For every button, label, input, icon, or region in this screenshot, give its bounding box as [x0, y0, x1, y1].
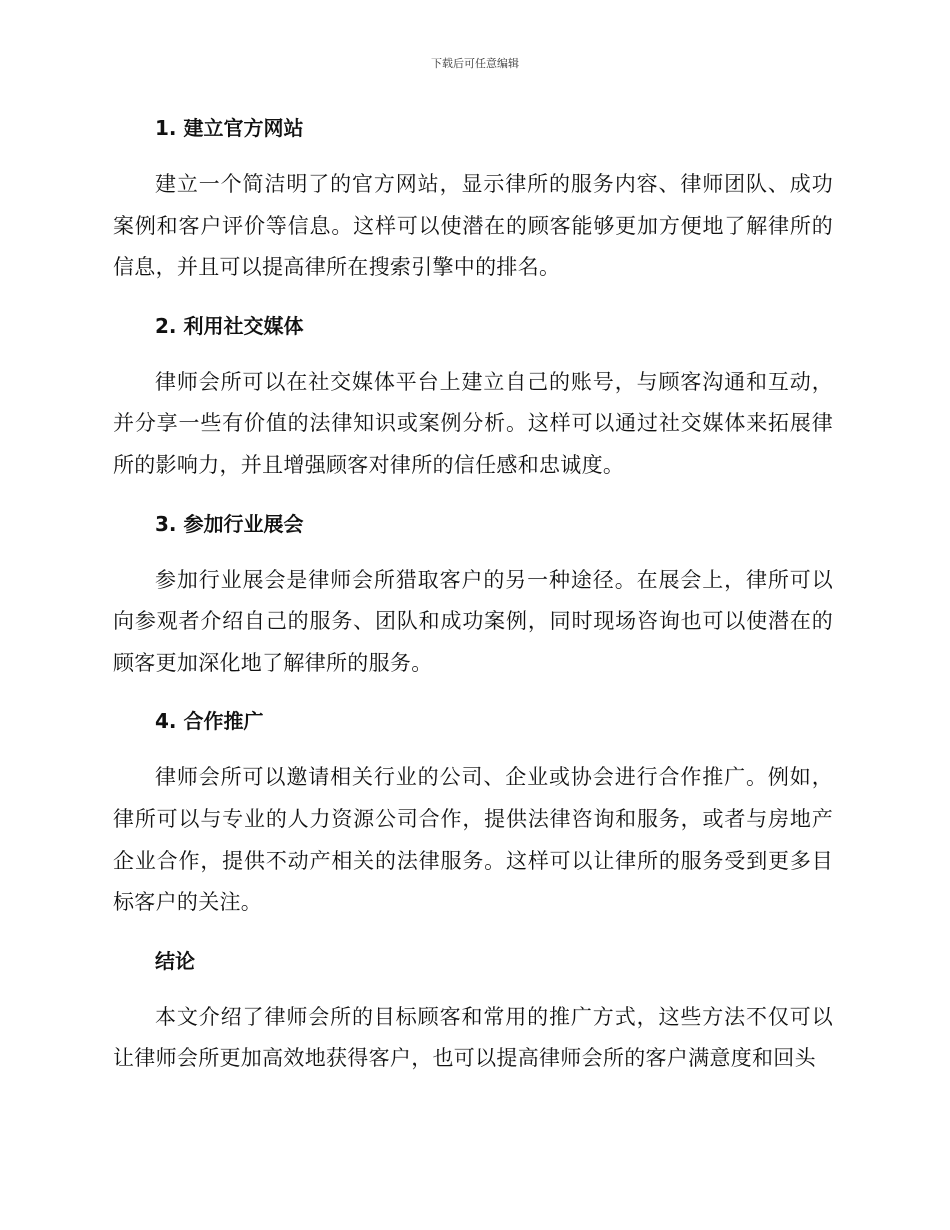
section-heading-social-media: 2. 利用社交媒体 — [155, 313, 304, 338]
document-body — [113, 112, 833, 1101]
section-body-conclusion: 本文介绍了律师会所的目标顾客和常用的推广方式，这些方法不仅可以让律师会所更加高效地获得客户，也可以提高律师会所的客户满意度和回头 — [113, 1004, 833, 1071]
section-heading-cooperation: 4. 合作推广 — [155, 709, 264, 734]
section-body-website: 建立一个简洁明了的官方网站，显示律所的服务内容、律师团队、成功案例和客户评价等信息。这样可以使潜在的顾客能够更加方便地了解律所的信息，并且可以提高律所在搜索引擎中的排名。 — [113, 172, 833, 280]
page-header: 下载后可任意编辑 — [431, 57, 519, 70]
section-body-social-media: 律师会所可以在社交媒体平台上建立自己的账号，与顾客沟通和互动，并分享一些有价值的法律知识或案例分析。这样可以通过社交媒体来拓展律所的影响力，并且增强顾客对律所的信任感和忠诚度。 — [113, 369, 833, 477]
section-heading-trade-show: 3. 参加行业展会 — [155, 511, 304, 536]
section-heading-website: 1. 建立官方网站 — [155, 116, 304, 140]
section-body-cooperation: 律师会所可以邀请相关行业的公司、企业或协会进行合作推广。例如，律所可以与专业的人力资源公司合作，提供法律咨询和服务，或者与房地产企业合作，提供不动产相关的法律服务。这样可以让律所的服务受到更多目标客户的关注。 — [113, 765, 833, 915]
section-heading-conclusion: 结论 — [155, 948, 195, 973]
section-body-trade-show: 参加行业展会是律师会所猎取客户的另一种途径。在展会上，律所可以向参观者介绍自己的服务、团队和成功案例，同时现场咨询也可以使潜在的顾客更加深化地了解律所的服务。 — [113, 567, 833, 675]
